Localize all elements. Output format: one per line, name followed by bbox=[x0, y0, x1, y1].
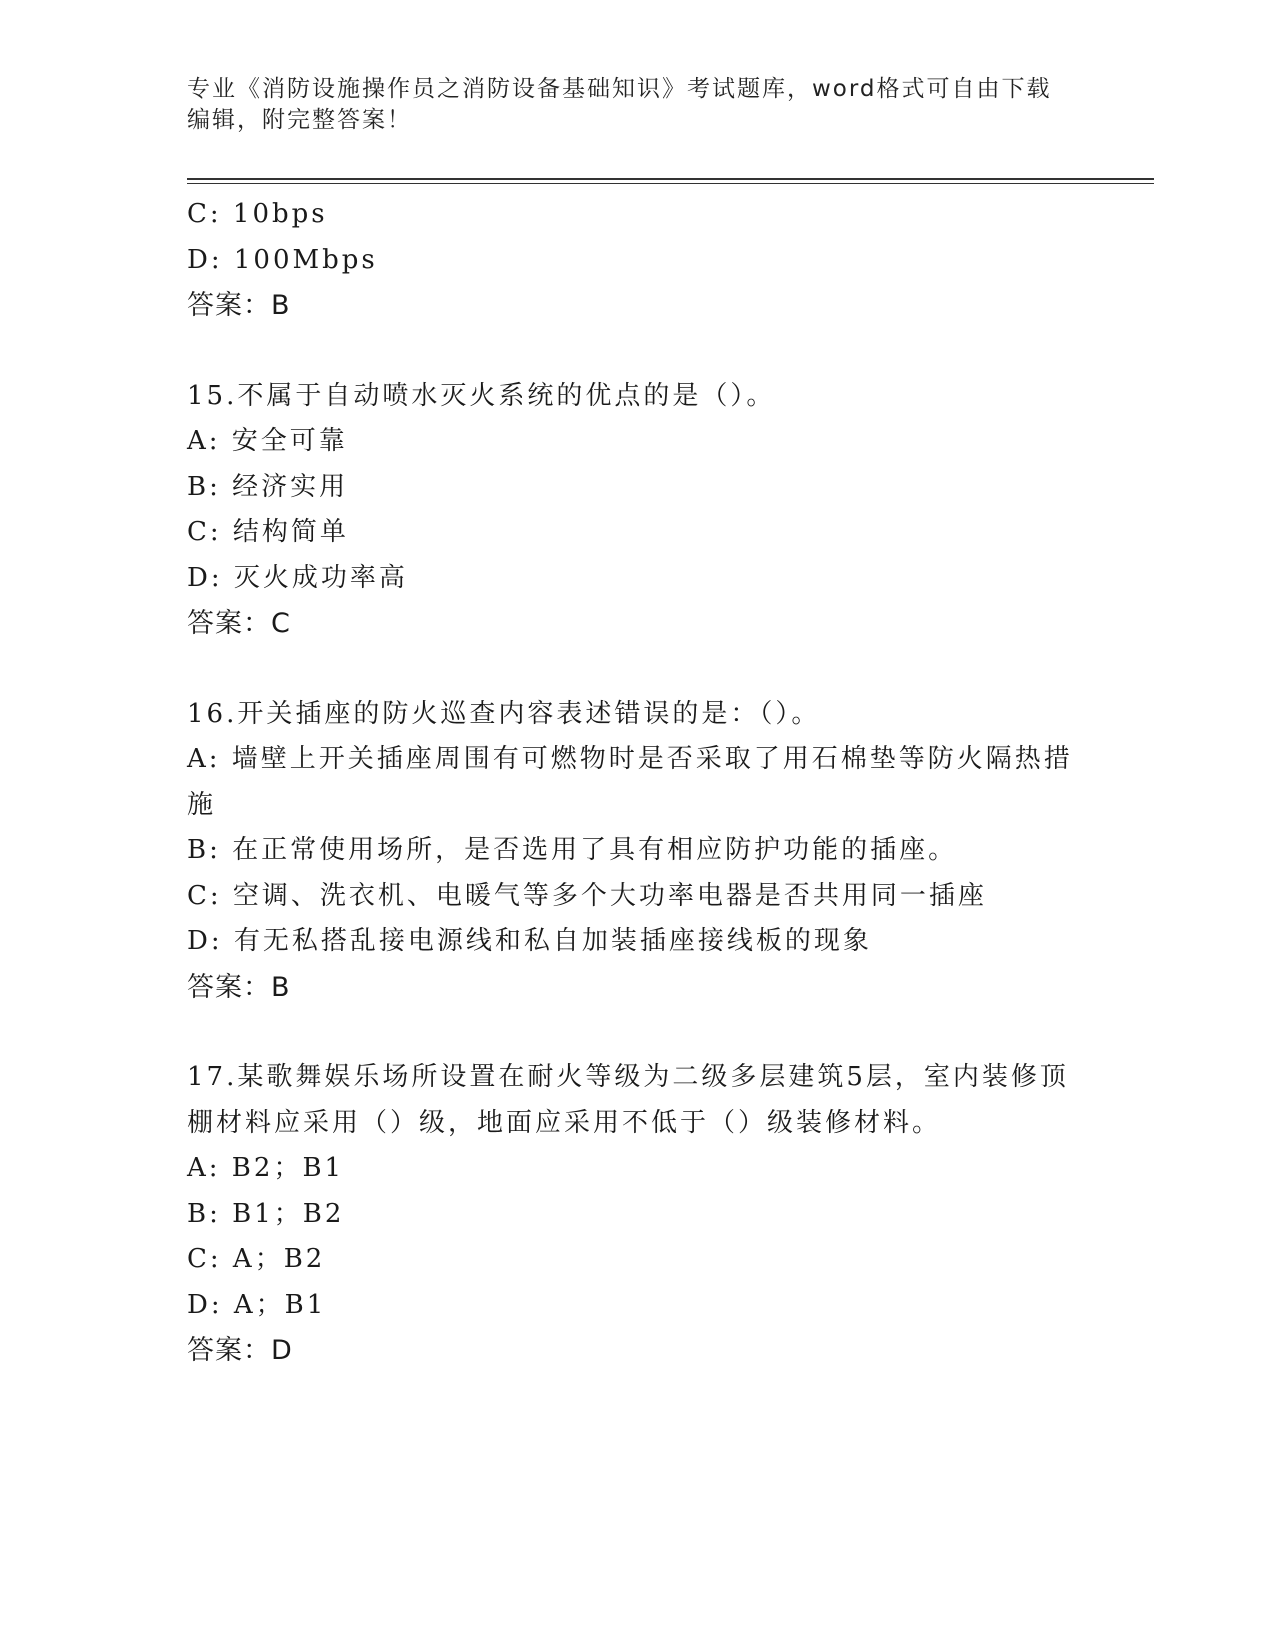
option-c: C: 空调、洗衣机、电暖气等多个大功率电器是否共用同一插座 bbox=[187, 880, 987, 911]
option-b: B: 经济实用 bbox=[187, 471, 349, 502]
question-stem: 15.不属于自动喷水灭火系统的优点的是（）。 bbox=[187, 380, 776, 411]
answer-line: 答案：D bbox=[187, 1335, 293, 1366]
option-c: C: A；B2 bbox=[187, 1244, 326, 1274]
option-a: A: B2；B1 bbox=[187, 1153, 345, 1183]
question-list bbox=[187, 192, 1087, 1374]
question-16 bbox=[187, 692, 1087, 1011]
question-15 bbox=[187, 374, 1087, 647]
option-c: C: 10bps bbox=[187, 199, 328, 229]
option-d: D: A；B1 bbox=[187, 1289, 327, 1320]
option-a: A: 安全可靠 bbox=[187, 426, 348, 456]
answer-line: 答案：B bbox=[187, 290, 291, 321]
option-c: C: 结构简单 bbox=[187, 517, 349, 547]
question-17 bbox=[187, 1055, 1087, 1374]
question-stem: 17.某歌舞娱乐场所设置在耐火等级为二级多层建筑5层，室内装修顶棚材料应采用（）级，地面应采用不低于（）级装修材料。 bbox=[187, 1062, 1069, 1138]
document-header: 专业《消防设施操作员之消防设备基础知识》考试题库，word格式可自由下载编辑，附完整答案！ bbox=[187, 76, 1052, 133]
header-rule-thick bbox=[187, 178, 1154, 180]
answer-line: 答案：B bbox=[187, 971, 291, 1003]
header-rule-thin bbox=[187, 183, 1154, 184]
option-d: D: 100Mbps bbox=[187, 244, 378, 275]
option-d: D: 有无私搭乱接电源线和私自加装插座接线板的现象 bbox=[187, 926, 872, 956]
option-b: B: B1；B2 bbox=[187, 1198, 345, 1229]
option-a: A: 墙壁上开关插座周围有可燃物时是否采取了用石棉垫等防火隔热措施 bbox=[187, 744, 1073, 820]
answer-line: 答案：C bbox=[187, 608, 291, 639]
previous-question-tail bbox=[187, 192, 1087, 329]
option-d: D: 灭火成功率高 bbox=[187, 562, 408, 593]
option-b: B: 在正常使用场所，是否选用了具有相应防护功能的插座。 bbox=[187, 835, 958, 865]
question-stem: 16.开关插座的防火巡查内容表述错误的是：（）。 bbox=[187, 698, 821, 729]
